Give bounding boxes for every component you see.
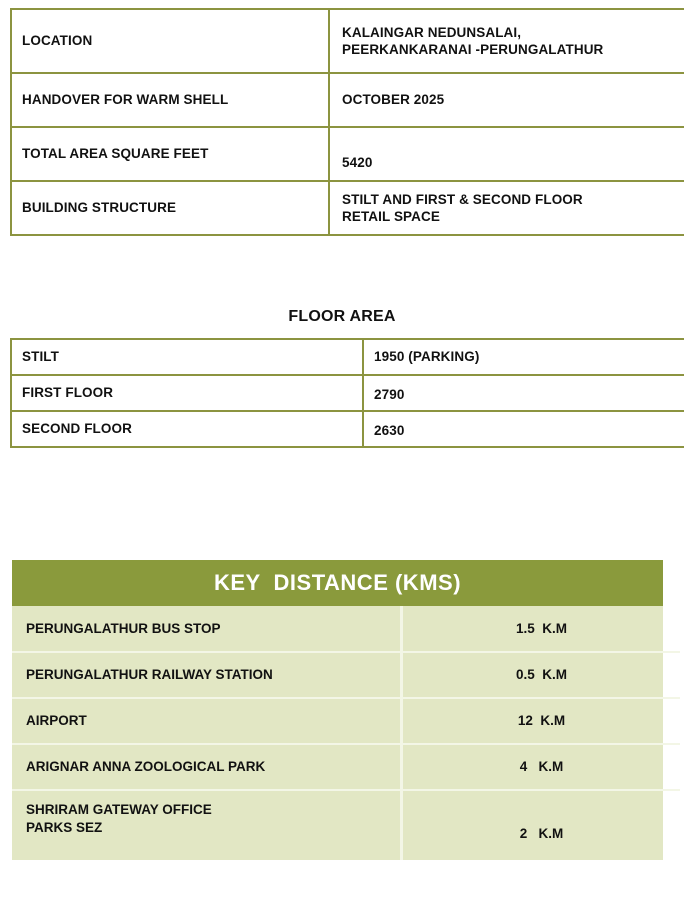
key-distance-value-shriram-gateway: 2 K.M — [519, 826, 564, 841]
key-distance-title: KEY DISTANCE (KMS) — [12, 560, 663, 606]
floor-area-value-second-floor — [363, 411, 684, 447]
table-row — [12, 652, 680, 698]
key-distance-section — [12, 560, 663, 860]
key-distance-name-shriram-gateway: SHRIRAM GATEWAY OFFICE PARKS SEZ — [12, 790, 402, 860]
key-distance-value-bus-stop: 1.5 K.M — [402, 606, 681, 652]
floor-area-label-second-floor: SECOND FLOOR — [11, 411, 363, 447]
floor-area-title: FLOOR AREA — [288, 308, 396, 325]
property-value-building-structure: STILT AND FIRST & SECOND FLOOR RETAIL SPACE — [329, 181, 684, 235]
table-row — [11, 339, 684, 375]
table-row — [12, 744, 680, 790]
property-label-total-area: TOTAL AREA SQUARE FEET — [11, 127, 329, 181]
floor-area-value-second-floor-text: 2630 — [374, 423, 405, 439]
key-distance-value-railway-station: 0.5 K.M — [402, 652, 681, 698]
floor-area-label-stilt: STILT — [11, 339, 363, 375]
property-summary-table — [10, 8, 684, 236]
table-row — [11, 73, 684, 127]
property-value-location: KALAINGAR NEDUNSALAI, PEERKANKARANAI -PERUNGALATHUR — [329, 9, 684, 73]
table-row — [11, 411, 684, 447]
table-row — [11, 127, 684, 181]
floor-area-value-first-floor — [363, 375, 684, 411]
key-distance-name-zoological-park: ARIGNAR ANNA ZOOLOGICAL PARK — [12, 744, 402, 790]
floor-area-table — [10, 338, 684, 448]
property-value-total-area — [329, 127, 684, 181]
floor-area-value-stilt: 1950 (PARKING) — [363, 339, 684, 375]
table-row — [12, 606, 680, 652]
key-distance-name-railway-station: PERUNGALATHUR RAILWAY STATION — [12, 652, 402, 698]
table-row — [11, 181, 684, 235]
table-row — [12, 698, 680, 744]
key-distance-value-zoological-park: 4 K.M — [402, 744, 681, 790]
key-distance-table — [12, 606, 680, 860]
property-label-location: LOCATION — [11, 9, 329, 73]
key-distance-name-airport: AIRPORT — [12, 698, 402, 744]
property-label-handover: HANDOVER FOR WARM SHELL — [11, 73, 329, 127]
property-value-handover: OCTOBER 2025 — [329, 73, 684, 127]
table-row — [11, 9, 684, 73]
property-label-building-structure: BUILDING STRUCTURE — [11, 181, 329, 235]
floor-area-label-first-floor: FIRST FLOOR — [11, 375, 363, 411]
property-value-total-area-text: 5420 — [342, 155, 373, 171]
floor-area-value-first-floor-text: 2790 — [374, 387, 405, 403]
table-row — [11, 375, 684, 411]
key-distance-name-bus-stop: PERUNGALATHUR BUS STOP — [12, 606, 402, 652]
table-row — [12, 790, 680, 860]
key-distance-value-airport: 12 K.M — [402, 698, 681, 744]
